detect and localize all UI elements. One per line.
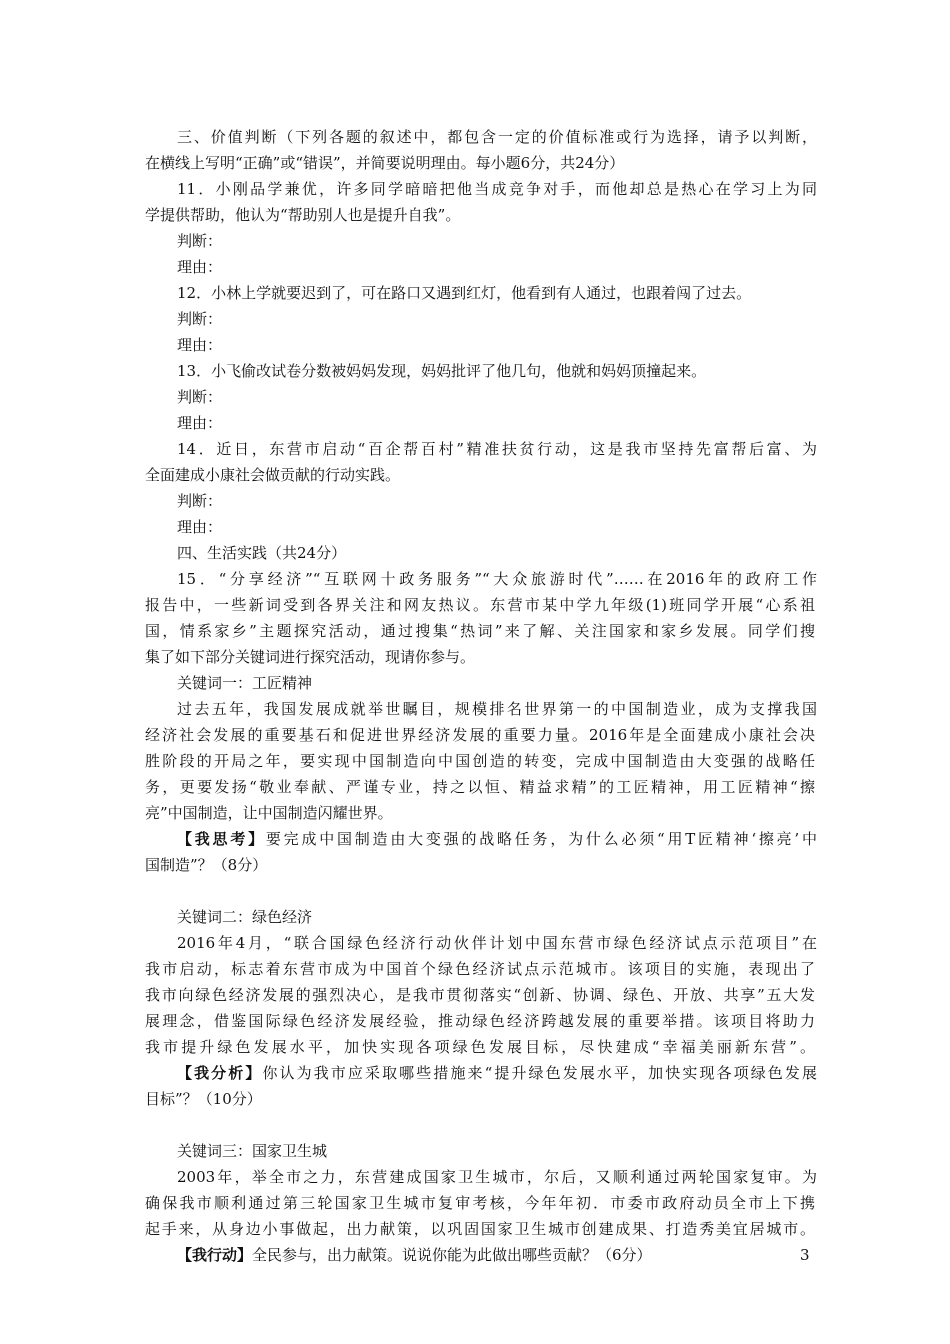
text-line: 【我思考】要完成中国制造由大变强的战略任务，为什么必须“用T匠精神‘擦亮’中 xyxy=(177,830,817,848)
text-line: 三、价值判断（下列各题的叙述中，都包含一定的价值标准或行为选择，请予以判断， xyxy=(177,128,817,146)
text-line: 学提供帮助，他认为“帮助别人也是提升自我”。 xyxy=(145,206,461,224)
text-line: 报告中，一些新词受到各界关注和网友热议。东营市某中学九年级(1)班同学开展“心系祖 xyxy=(145,596,815,614)
text-line: 理由： xyxy=(177,414,223,432)
text-line: 关键词一：工匠精神 xyxy=(177,674,313,692)
text-line: 关键词三：国家卫生城 xyxy=(177,1142,328,1160)
text-line: 确保我市顺利通过第三轮国家卫生城市复审考核，今年年初．市委市政府动员全市上下携 xyxy=(145,1194,815,1212)
text-line: 全面建成小康社会做贡献的行动实践。 xyxy=(145,466,401,484)
text-line: 亮”中国制造，让中国制造闪耀世界。 xyxy=(145,804,393,822)
text-line: 胜阶段的开局之年，要实现中国制造向中国创造的转变，完成中国制造由大变强的战略任 xyxy=(145,752,815,770)
text-line: 务，更要发扬“敬业奉献、严谨专业，持之以恒、精益求精”的工匠精神，用工匠精神“擦 xyxy=(145,778,815,796)
text-line: 判断： xyxy=(177,388,223,406)
text-line: 展理念，借鉴国际绿色经济发展经验，推动绿色经济跨越发展的重要举措。该项目将助力 xyxy=(145,1012,815,1030)
text-line: 我市向绿色经济发展的强烈决心，是我市贯彻落实“创新、协调、绿色、开放、共享”五大发 xyxy=(145,986,815,1004)
text-line: 国制造”？（8分） xyxy=(145,856,268,874)
text-line: 【我分析】你认为我市应采取哪些措施来“提升绿色发展水平，加快实现各项绿色发展 xyxy=(177,1064,817,1082)
text-line: 四、生活实践（共24分） xyxy=(177,544,347,562)
text-line: 14．近日，东营市启动“百企帮百村”精准扶贫行动，这是我市坚持先富帮后富、为 xyxy=(177,440,817,458)
text-line: 理由： xyxy=(177,518,223,536)
text-line: 判断： xyxy=(177,310,223,328)
text-line: 15．“分享经济”“互联网十政务服务”“大众旅游时代”……在2016年的政府工作 xyxy=(177,570,817,588)
text-line: 13．小飞偷改试卷分数被妈妈发现，妈妈批评了他几句，他就和妈妈顶撞起来。 xyxy=(177,362,707,380)
text-line: 在横线上写明“正确”或“错误”，并简要说明理由。每小题6分，共24分） xyxy=(145,154,625,172)
text-line: 过去五年，我国发展成就举世瞩目，规模排名世界第一的中国制造业，成为支撑我国 xyxy=(177,700,817,718)
text-line: 关键词二：绿色经济 xyxy=(177,908,313,926)
page-number: 3 xyxy=(800,1246,810,1264)
text-line: 集了如下部分关键词进行探究活动，现请你参与。 xyxy=(145,648,476,666)
text-line: 判断： xyxy=(177,232,223,250)
text-line: 我市提升绿色发展水平，加快实现各项绿色发展目标，尽快建成“幸福美丽新东营”。 xyxy=(145,1038,815,1056)
text-line: 判断： xyxy=(177,492,223,510)
text-line: 2003年，举全市之力，东营建成国家卫生城市，尔后，又顺利通过两轮国家复审。为 xyxy=(177,1168,817,1186)
text-line: 12．小林上学就要迟到了，可在路口又遇到红灯，他看到有人通过，也跟着闯了过去。 xyxy=(177,284,752,302)
text-line: 国，情系家乡”主题探究活动，通过搜集“热词”来了解、关注国家和家乡发展。同学们搜 xyxy=(145,622,815,640)
text-line: 目标”？（10分） xyxy=(145,1090,262,1108)
text-line: 【我行动】全民参与，出力献策。说说你能为此做出哪些贡献？（6分） xyxy=(177,1246,652,1264)
text-line: 理由： xyxy=(177,336,223,354)
text-line: 11．小刚品学兼优，许多同学暗暗把他当成竞争对手，而他却总是热心在学习上为同 xyxy=(177,180,817,198)
text-line: 起手来，从身边小事做起，出力献策，以巩固国家卫生城市创建成果、打造秀美宜居城市。 xyxy=(145,1220,815,1238)
text-line: 我市启动，标志着东营市成为中国首个绿色经济试点示范城市。该项目的实施，表现出了 xyxy=(145,960,815,978)
text-line: 理由： xyxy=(177,258,223,276)
text-line: 2016年4月，“联合国绿色经济行动伙伴计划中国东营市绿色经济试点示范项目”在 xyxy=(177,934,817,952)
text-line: 经济社会发展的重要基石和促进世界经济发展的重要力量。2016年是全面建成小康社会决 xyxy=(145,726,815,744)
